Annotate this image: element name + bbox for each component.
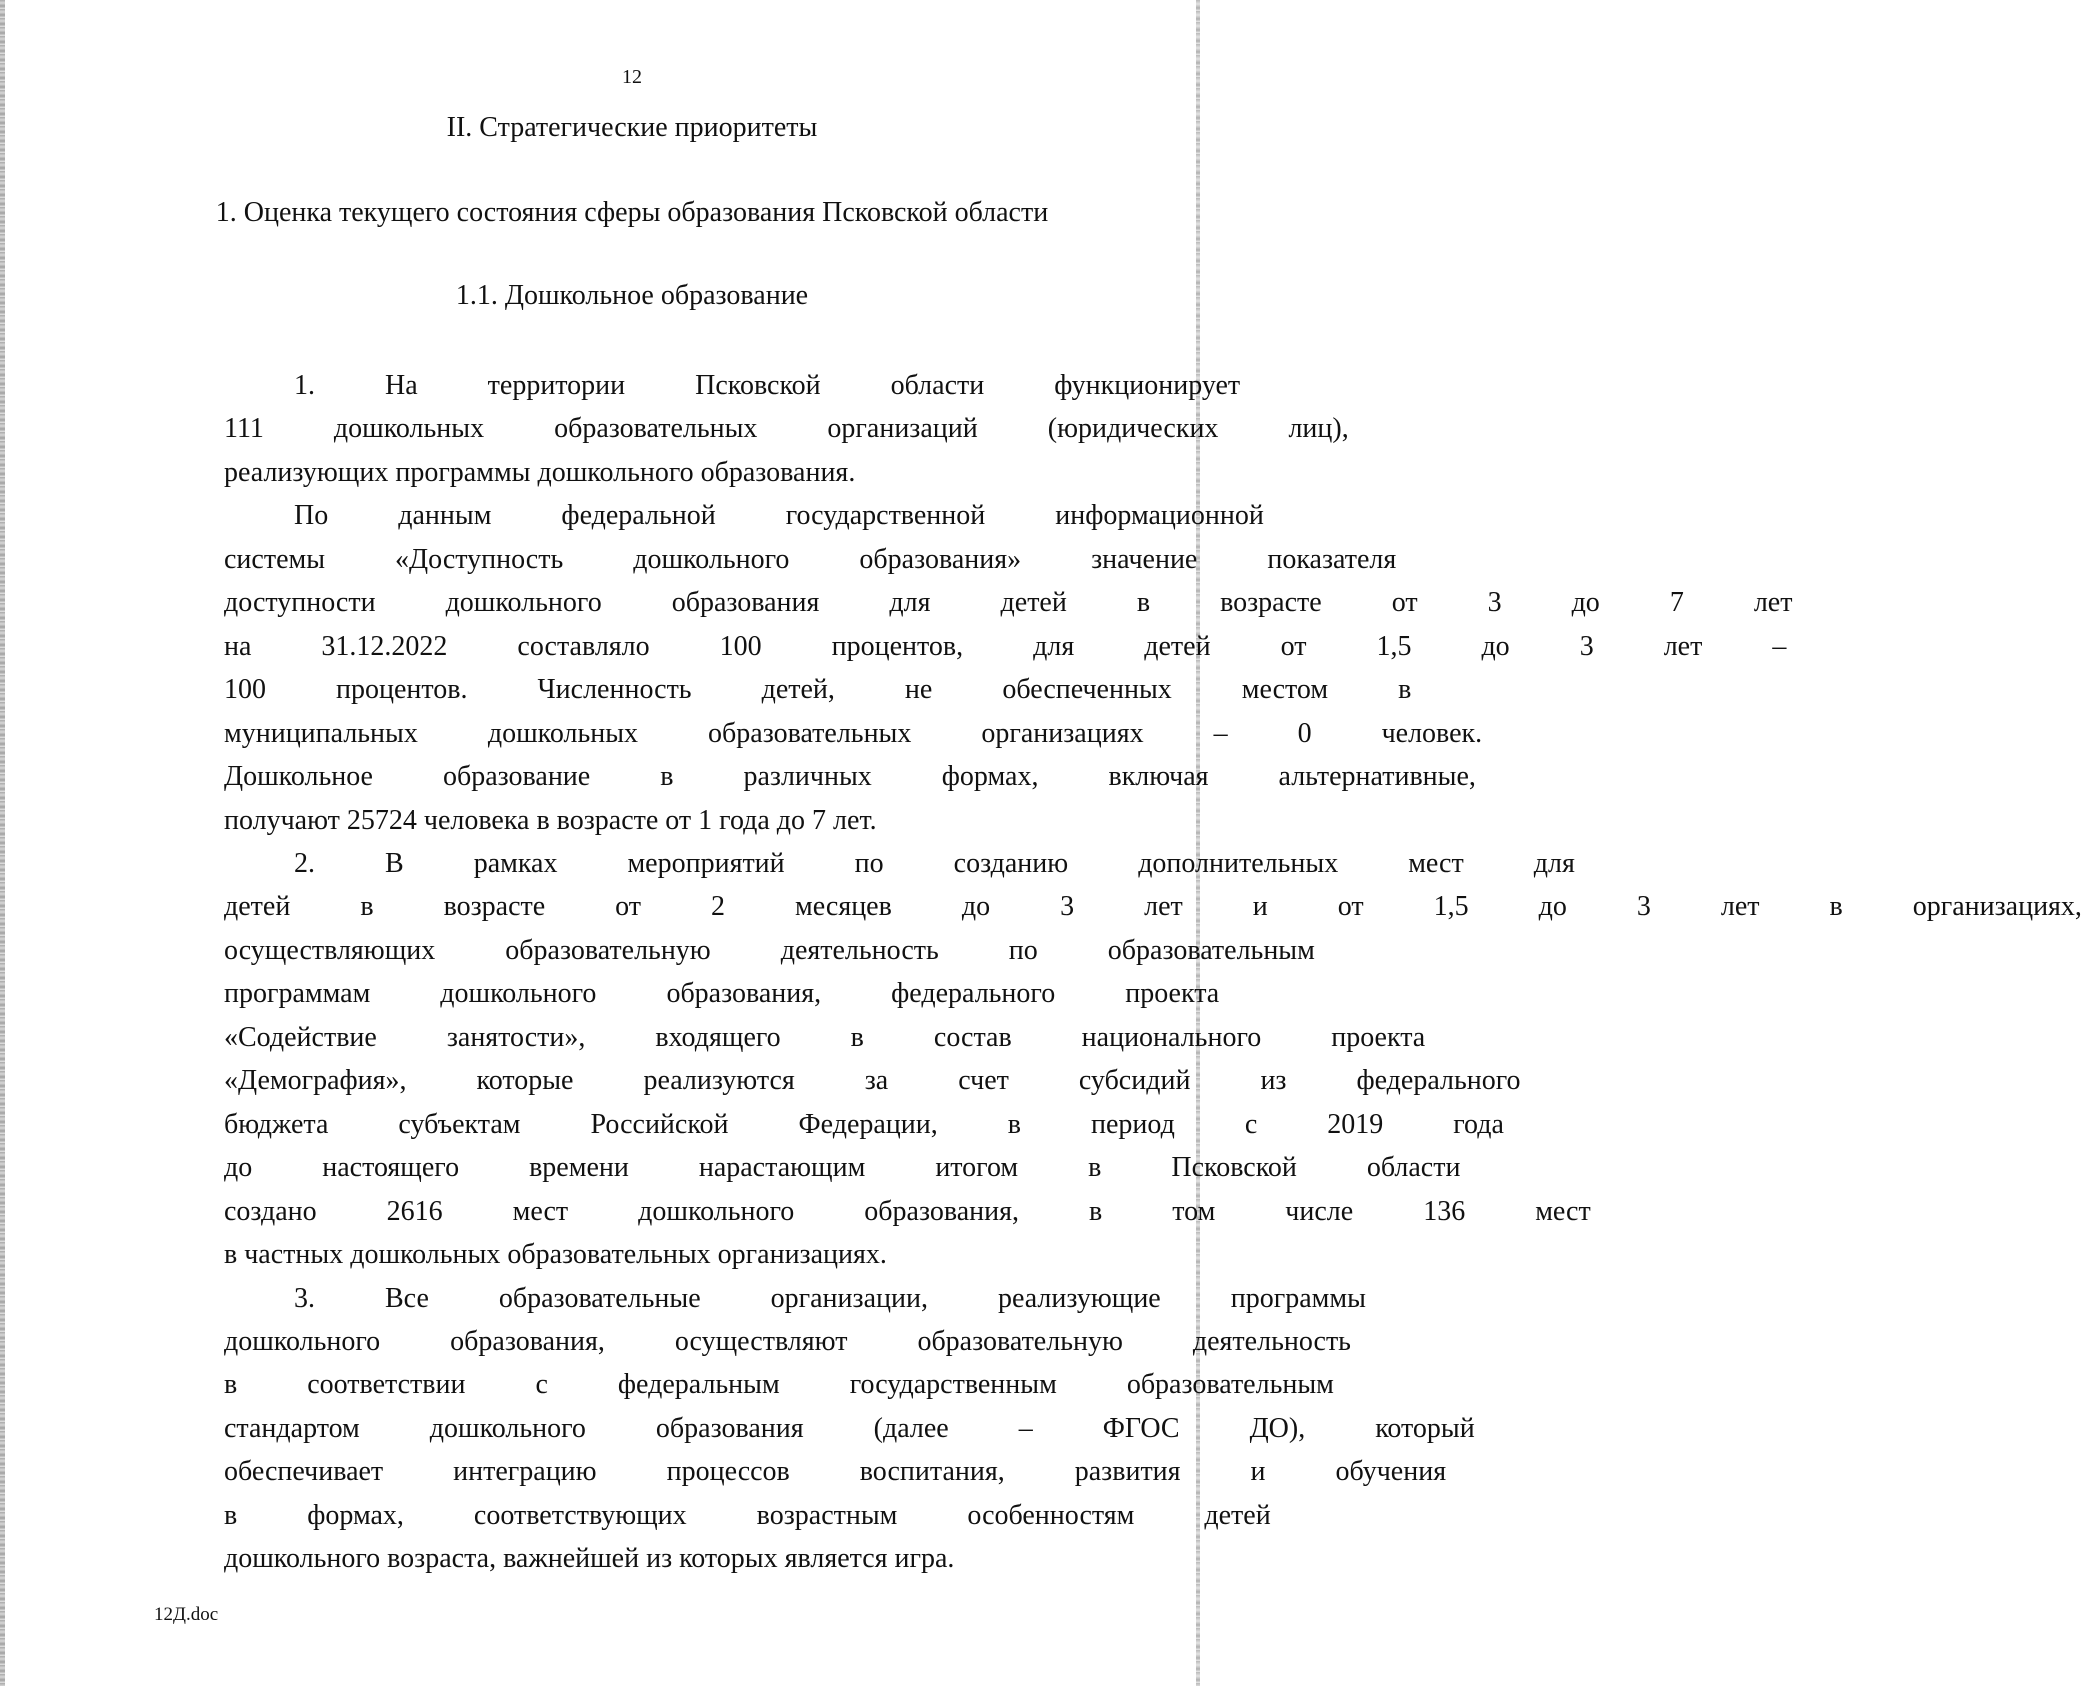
text-line: до настоящего времени нарастающим итогом в Псковской области <box>224 1152 1461 1184</box>
text-line: системы «Доступность дошкольного образования» значение показателя <box>224 543 1397 575</box>
text-line: Дошкольное образование в различных формах, включая альтернативные, <box>224 761 1476 793</box>
text-line: обеспечивает интеграцию процессов воспитания, развития и обучения <box>224 1456 1447 1488</box>
text-line: «Содействие занятости», входящего в состав национального проекта <box>224 1021 1426 1053</box>
text-line: 2. В рамках мероприятий по созданию дополнительных мест для <box>294 847 1575 879</box>
text-line: бюджета субъектам Российской Федерации, в период с 2019 года <box>224 1108 1504 1140</box>
text-line: муниципальных дошкольных образовательных организациях – 0 человек. <box>224 717 1483 749</box>
text-line: 111 дошкольных образовательных организаций (юридических лиц), <box>224 413 1349 445</box>
text-line: 1. На территории Псковской области функционирует <box>294 370 1241 401</box>
body-text <box>154 364 2082 1581</box>
footer-filename: 12Д.doc <box>154 1604 219 1625</box>
text-line: получают 25724 человека в возрасте от 1 года до 7 лет. <box>224 804 877 836</box>
text-line: программам дошкольного образования, федерального проекта <box>224 978 1220 1010</box>
text-line: на 31.12.2022 составляло 100 процентов, для детей от 1,5 до 3 лет – <box>224 630 1787 662</box>
scan-edge-left <box>0 0 5 1686</box>
text-line: По данным федеральной государственной информационной <box>294 500 1264 532</box>
section-heading: 1. Оценка текущего состояния сферы образования Псковской области <box>215 197 1049 228</box>
paragraph-2 <box>154 494 1793 842</box>
paragraph-3 <box>154 842 2082 1277</box>
text-line: доступности дошкольного образования для детей в возрасте от 3 до 7 лет <box>224 587 1793 619</box>
paragraph-4 <box>154 1277 1475 1581</box>
text-line: дошкольного возраста, важнейшей из которых является игра. <box>224 1543 955 1575</box>
text-line: реализующих программы дошкольного образования. <box>224 456 856 488</box>
text-line: 3. Все образовательные организации, реализующие программы <box>294 1282 1366 1314</box>
text-line: в частных дошкольных образовательных организациях. <box>224 1239 887 1271</box>
text-line: 100 процентов. Численность детей, не обеспеченных местом в <box>224 674 1412 706</box>
subsection-heading: 1.1. Дошкольное образование <box>455 280 809 311</box>
part-heading: II. Стратегические приоритеты <box>446 112 818 143</box>
text-line: детей в возрасте от 2 месяцев до 3 лет и от 1,5 до 3 лет в организациях, <box>224 891 2082 923</box>
text-line: создано 2616 мест дошкольного образования, в том числе 136 мест <box>224 1195 1591 1227</box>
text-line: в соответствии с федеральным государственным образовательным <box>224 1369 1334 1401</box>
text-line: «Демография», которые реализуются за счет субсидий из федерального <box>224 1065 1521 1097</box>
page-number: 12 <box>622 66 642 88</box>
text-line: осуществляющих образовательную деятельность по образовательным <box>224 934 1315 966</box>
text-line: стандартом дошкольного образования (далее – ФГОС ДО), который <box>224 1412 1475 1444</box>
paragraph-1 <box>154 364 1349 494</box>
text-line: в формах, соответствующих возрастным особенностям детей <box>224 1499 1271 1531</box>
text-line: дошкольного образования, осуществляют образовательную деятельность <box>224 1325 1351 1357</box>
